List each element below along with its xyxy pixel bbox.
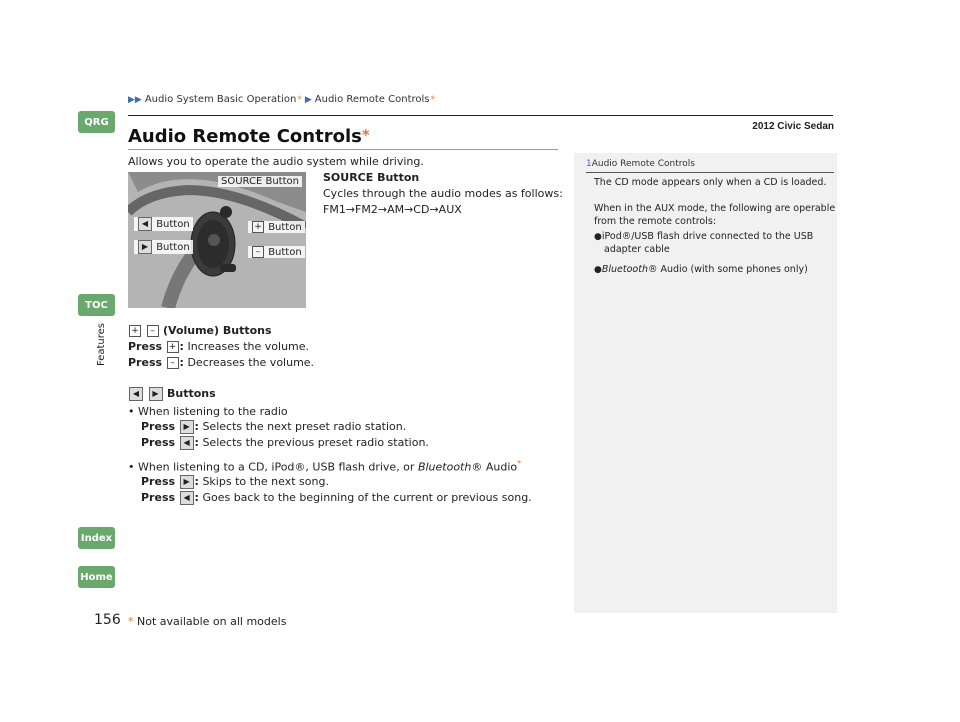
- cd-prev-row: Press ◀ : Goes back to the beginning of the current or previous song.: [141, 491, 532, 504]
- page-title: [128, 126, 370, 147]
- press-label: Press: [141, 436, 176, 449]
- volume-plus-row: Press + : Increases the volume.: [128, 340, 310, 353]
- footnote: [128, 615, 286, 628]
- source-heading: SOURCE Button: [323, 171, 420, 184]
- triangle-icon: ▶▶: [128, 94, 142, 105]
- note-icon: 1: [586, 159, 592, 169]
- page-number: 156: [94, 612, 121, 628]
- tab-home[interactable]: Home: [78, 566, 115, 588]
- note-bullet1: [594, 231, 813, 242]
- bullet-icon: ●: [594, 265, 602, 275]
- left-button-label: [134, 217, 193, 231]
- breadcrumb-level1[interactable]: Audio System Basic Operation: [144, 94, 297, 105]
- intro-text: Allows you to operate the audio system while driving.: [128, 155, 424, 168]
- volume-plus-desc: Increases the volume.: [187, 340, 310, 353]
- bullet-icon: ●: [594, 232, 602, 242]
- minus-icon: –: [167, 357, 179, 369]
- press-label: Press: [141, 491, 176, 504]
- left-arrow-icon: ◀: [180, 491, 194, 505]
- note-line2: When in the AUX mode, the following are operable: [594, 203, 836, 214]
- minus-icon: –: [147, 325, 159, 337]
- cd-next-desc: Skips to the next song.: [202, 475, 329, 488]
- model-name: 2012 Civic Sedan: [752, 121, 834, 132]
- source-line1: Cycles through the audio modes as follows:: [323, 187, 563, 200]
- volume-heading-row: [128, 324, 272, 337]
- radio-prev-desc: Selects the previous preset radio station.: [202, 436, 429, 449]
- arrows-heading: Buttons: [167, 387, 216, 400]
- minus-button-label: [248, 246, 305, 258]
- section-label: Features: [96, 323, 107, 366]
- radio-next-desc: Selects the next preset radio station.: [202, 420, 407, 433]
- plus-icon: +: [129, 325, 141, 337]
- footnote-text: Not available on all models: [137, 615, 287, 628]
- right-button-label: [134, 240, 193, 254]
- breadcrumb-level2-star: *: [430, 94, 435, 105]
- plus-button-text: Button: [268, 222, 302, 233]
- plus-icon: +: [252, 221, 264, 233]
- title-rule: [128, 149, 558, 150]
- breadcrumb: [128, 94, 435, 105]
- footnote-star: *: [128, 615, 134, 628]
- volume-minus-row: Press – : Decreases the volume.: [128, 356, 315, 369]
- left-arrow-icon: ◀: [180, 436, 194, 450]
- note-bullet2-text: ® Audio (with some phones only): [647, 264, 808, 275]
- cd-next-row: Press ▶ : Skips to the next song.: [141, 475, 329, 488]
- radio-bullet: • When listening to the radio: [128, 405, 288, 418]
- press-label: Press: [141, 420, 176, 433]
- triangle-icon: ▶: [304, 94, 312, 105]
- note-bullet1-cont: adapter cable: [604, 244, 670, 255]
- source-line2: FM1→FM2→AM→CD→AUX: [323, 203, 462, 216]
- note-bullet1-text: iPod®/USB flash drive connected to the USB: [601, 231, 814, 242]
- side-notes-header-text: Audio Remote Controls: [591, 159, 695, 169]
- plus-button-label: [248, 221, 305, 233]
- note-bullet2-bluetooth: Bluetooth: [601, 264, 648, 275]
- page-title-text: Audio Remote Controls: [128, 126, 362, 147]
- tab-index[interactable]: Index: [78, 527, 115, 549]
- left-button-text: Button: [156, 219, 190, 230]
- minus-icon: –: [252, 246, 264, 258]
- cd-prev-desc: Goes back to the beginning of the current or previous song.: [202, 491, 532, 504]
- side-notes-header: [586, 159, 695, 169]
- cd-bullet: • When listening to a CD, iPod®, USB flash drive, or Bluetooth® Audio*: [128, 459, 522, 474]
- tab-toc[interactable]: TOC: [78, 294, 115, 316]
- breadcrumb-level1-star: *: [297, 94, 302, 105]
- cd-bullet-bluetooth: Bluetooth: [417, 460, 472, 474]
- right-arrow-icon: ▶: [138, 240, 152, 254]
- header-rule: [128, 115, 833, 116]
- note-bullet2: [594, 264, 808, 275]
- cd-bullet-audio: ® Audio: [471, 460, 518, 474]
- radio-bullet-text: When listening to the radio: [138, 405, 288, 418]
- right-button-text: Button: [156, 242, 190, 253]
- tab-qrg[interactable]: QRG: [78, 111, 115, 133]
- breadcrumb-level2[interactable]: Audio Remote Controls: [314, 94, 430, 105]
- source-button-label: SOURCE Button: [218, 176, 302, 187]
- press-label: Press: [128, 356, 163, 369]
- left-arrow-icon: ◀: [138, 217, 152, 231]
- radio-prev-row: Press ◀ : Selects the previous preset radio station.: [141, 436, 429, 449]
- right-arrow-icon: ▶: [149, 387, 163, 401]
- press-label: Press: [128, 340, 163, 353]
- note-line1: The CD mode appears only when a CD is loaded.: [594, 177, 827, 188]
- left-arrow-icon: ◀: [129, 387, 143, 401]
- side-notes-panel: [574, 153, 837, 613]
- steering-wheel-image: [128, 172, 306, 308]
- press-label: Press: [141, 475, 176, 488]
- cd-bullet-text: When listening to a CD, iPod®, USB flash drive, or: [138, 460, 418, 474]
- volume-heading: (Volume) Buttons: [163, 324, 272, 337]
- right-arrow-icon: ▶: [180, 420, 194, 434]
- radio-next-row: Press ▶ : Selects the next preset radio station.: [141, 420, 407, 433]
- title-star: *: [361, 126, 370, 144]
- arrows-heading-row: [128, 387, 216, 401]
- minus-button-text: Button: [268, 247, 302, 258]
- volume-minus-desc: Decreases the volume.: [187, 356, 315, 369]
- plus-icon: +: [167, 341, 179, 353]
- right-arrow-icon: ▶: [180, 475, 194, 489]
- note-line3: from the remote controls:: [594, 216, 717, 227]
- side-notes-rule: [586, 172, 834, 173]
- cd-star: *: [517, 459, 522, 468]
